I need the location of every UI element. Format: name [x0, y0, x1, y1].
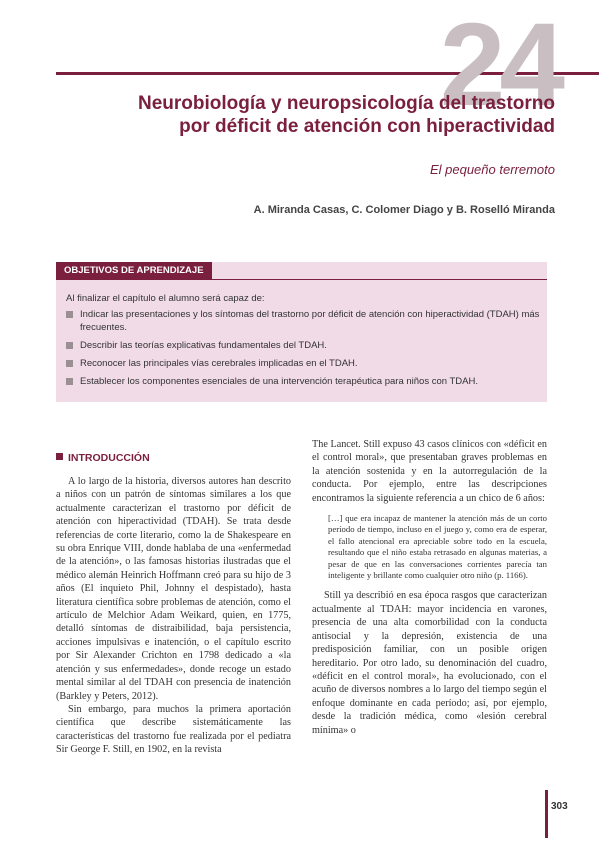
- objective-item: [66, 339, 540, 352]
- objective-item: [66, 308, 540, 334]
- chapter-title-line-2: por déficit de atención con hiperactividad: [179, 116, 555, 137]
- square-bullet-icon: [66, 342, 73, 349]
- objective-text: Indicar las presentaciones y los síntomas del trastorno por déficit de atención con hiperactividad (TDAH) más frecuentes.: [80, 309, 540, 333]
- page-number: 303: [551, 801, 568, 812]
- objectives-header: [56, 262, 547, 280]
- objectives-list: [66, 308, 540, 393]
- square-bullet-icon: [66, 360, 73, 367]
- left-column: [56, 475, 291, 757]
- objective-item: [66, 375, 540, 388]
- objective-text: Establecer los componentes esenciales de una intervención terapéutica para niños con TDAH.: [80, 376, 479, 387]
- chapter-title: [35, 92, 555, 138]
- chapter-number: 24: [439, 0, 559, 131]
- objectives-intro: Al finalizar el capítulo el alumno será capaz de:: [66, 293, 265, 304]
- section-heading-text: INTRODUCCIÓN: [68, 452, 150, 464]
- body-paragraph: The Lancet. Still expuso 43 casos clínicos con «déficit en el control moral», que presentaban graves problemas en la atención sostenida y en la autorregulación de la conducta. Por ejemplo, entre las descripciones encontramos la siguiente referencia a un chico de 6 años:: [312, 439, 547, 504]
- objective-item: [66, 357, 540, 370]
- section-heading: [56, 452, 150, 464]
- objective-text: Reconocer las principales vías cerebrales implicadas en el TDAH.: [80, 358, 358, 369]
- body-paragraph: Sin embargo, para muchos la primera aportación científica que describe sistemáticamente las características del trastorno fue realizada por el pediatra Sir George F. Still, en 1902, en la revista: [56, 703, 291, 756]
- chapter-title-line-1: Neurobiología y neuropsicología del trastorno: [138, 93, 555, 114]
- authors: A. Miranda Casas, C. Colomer Diago y B. Roselló Miranda: [253, 204, 555, 216]
- square-bullet-icon: [66, 311, 73, 318]
- objective-text: Describir las teorías explicativas fundamentales del TDAH.: [80, 340, 327, 351]
- block-quote: […] que era incapaz de mantener la atención más de un corto período de tiempo, incluso en el juego y, como era de esperar, el fallo atencional era apreciable sobre todo en la escuela, resultando que el niño estaba retrasado en algunas materias, a pesar de que en las conversaciones corrientes parecía tan inteligente y brillante como cualquier otro niño (p. 1166).: [328, 513, 547, 581]
- body-paragraph: A lo largo de la historia, diversos autores han descrito a niños con un patrón de síntomas similares a los que actualmente caracterizan el trastorno por déficit de atención con hiperactividad (TDAH). Se trata desde referencias de corte literario, como la de Shakespeare en su obra Enrique VIII, donde hablaba de una «enfermedad de la atención», o las famosas historias ilustradas que el médico alemán Heinrich Hoffmann creó para su hijo de 3 años (El inquieto Phil, Johnny el despistado), hasta literatura científica sobre problemas de atención, como el artículo de Melchior Adam Weikard, quien, en 1775, detalló síntomas de distraibilidad, baja persistencia, acciones impulsivas e inatención, o el capítulo escrito por Sir Alexander Crichton en 1798 dedicado a «la atención y sus enfermedades», donde recoge un estado mental similar al del TDAH con presencia de inatención (Barkley y Peters, 2012).: [56, 476, 291, 702]
- body-paragraph: Still ya describió en esa época rasgos que caracterizan actualmente al TDAH: mayor incidencia en varones, presencia de una alta comorbilidad con la conducta antisocial y la depresión, existencia de una predisposición familiar, con un posible origen hereditario. Por otro lado, su denominación del cuadro, «déficit en el control moral», ha evolucionado, con el acuño de diversos nombres a lo largo del tiempo según el enfoque dominante en cada período; así, por ejemplo, desde la tradición médica, como «lesión cerebral mínima» o: [312, 590, 547, 736]
- right-column: [312, 438, 547, 737]
- page-number-bar: [545, 790, 548, 838]
- square-bullet-icon: [66, 378, 73, 385]
- square-marker-icon: [56, 453, 63, 460]
- objectives-header-label: OBJETIVOS DE APRENDIZAJE: [56, 262, 212, 280]
- chapter-subtitle: El pequeño terremoto: [429, 162, 555, 177]
